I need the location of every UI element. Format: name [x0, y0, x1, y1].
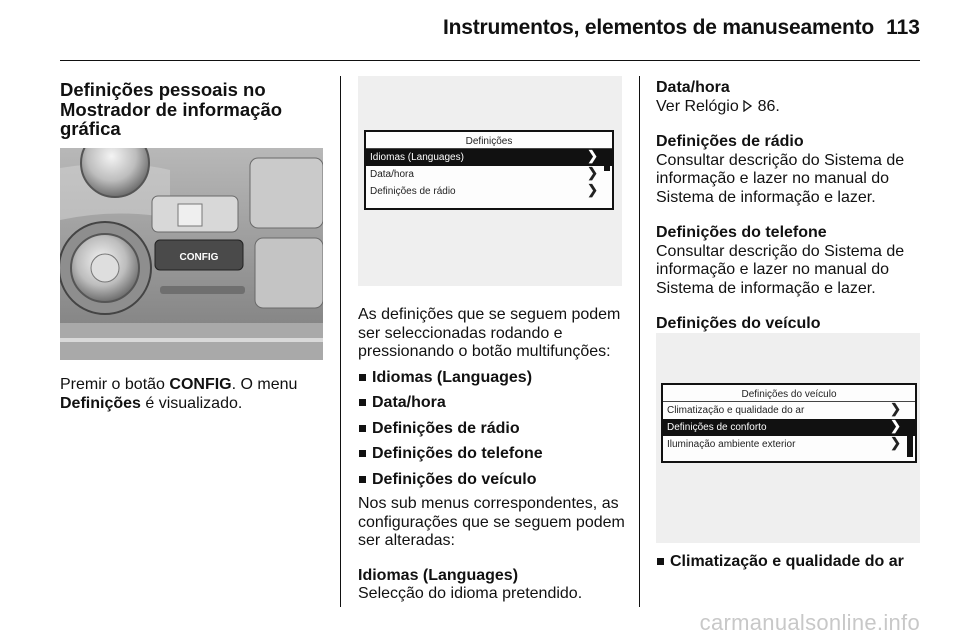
screen-item-label: Idiomas (Languages): [370, 152, 464, 163]
col2-content: [358, 306, 630, 604]
screen-title: Definições: [366, 132, 612, 149]
radio-heading: Definições de rádio: [656, 133, 804, 150]
date-paragraph: [656, 98, 928, 117]
list-item-label: Climatização e qualidade do ar: [670, 553, 904, 570]
text-run: 86.: [757, 97, 780, 115]
vehicle-heading: Definições do veículo: [656, 315, 821, 332]
screen-item-label: Definições de conforto: [667, 422, 767, 433]
intro-paragraph: As definições que se seguem podem ser seleccionadas rodando e pressionando o botão multifunções:: [358, 306, 621, 360]
column-divider-1: [340, 76, 341, 607]
menu-term: Definições: [60, 394, 141, 412]
radio-text: Consultar descrição do Sistema de informação e lazer no manual do Sistema de informação e lazer.: [656, 151, 905, 206]
list-item: [358, 471, 630, 490]
list-item: [358, 394, 630, 413]
submenu-paragraph: Nos sub menus correspondentes, as configurações que se seguem podem ser alteradas:: [358, 495, 625, 549]
screen-item-label: Climatização e qualidade do ar: [667, 405, 805, 416]
chevron-right-icon: ❯: [890, 401, 901, 416]
chevron-right-icon: ❯: [890, 418, 901, 433]
col3-bullets: [656, 549, 928, 572]
header-divider: [60, 60, 920, 61]
chevron-right-icon: ❯: [587, 148, 598, 163]
list-item-label: Definições do veículo: [372, 470, 537, 488]
languages-heading: Idiomas (Languages): [358, 566, 519, 584]
screen-title: Definições do veículo: [663, 385, 915, 402]
screen-item-label: Data/hora: [370, 169, 414, 180]
list-item: [358, 420, 630, 439]
date-heading: Data/hora: [656, 79, 730, 96]
list-item-label: Data/hora: [372, 394, 446, 411]
bullet-icon: [359, 450, 366, 457]
display-screen-settings: [364, 130, 614, 210]
bullet-icon: [657, 558, 664, 565]
list-item-label: Definições do telefone: [372, 445, 543, 462]
bullet-icon: [359, 425, 366, 432]
bullet-icon: [359, 399, 366, 406]
photo-config-label: CONFIG: [179, 252, 219, 263]
watermark: carmanualsonline.info: [699, 610, 920, 635]
languages-text: Selecção do idioma pretendido.: [358, 585, 583, 602]
screen-menu-item: [366, 149, 612, 166]
section-heading: Definições pessoais no Mostrador de informação gráfica: [60, 79, 283, 139]
list-item-label: Definições de rádio: [372, 419, 520, 437]
text-run: . O menu: [231, 376, 298, 393]
list-item: [358, 445, 630, 464]
column-divider-2: [639, 76, 640, 607]
display-screen-vehicle: [661, 383, 917, 463]
screen-menu-item: [366, 166, 612, 183]
screen-menu-item: [366, 183, 612, 200]
screen-menu-item: [663, 402, 915, 419]
screen-menu-item: [663, 419, 915, 436]
screen-menu-item: [663, 436, 915, 453]
chevron-right-icon: ❯: [587, 182, 598, 197]
phone-heading: Definições do telefone: [656, 224, 827, 241]
scrollbar-indicator: [907, 425, 913, 457]
list-item: [358, 369, 630, 388]
bullet-icon: [359, 476, 366, 483]
config-term: CONFIG: [169, 376, 232, 393]
bullet-icon: [359, 374, 366, 381]
phone-text: Consultar descrição do Sistema de informação e lazer no manual do Sistema de informação e lazer.: [656, 242, 905, 297]
col3-content: [656, 79, 928, 334]
config-button-photo: [60, 148, 323, 360]
screen-item-label: Iluminação ambiente exterior: [667, 439, 796, 450]
page-header-title: Instrumentos, elementos de manuseamento: [443, 16, 874, 39]
chevron-right-icon: ❯: [890, 435, 901, 450]
console-illustration: [60, 148, 323, 360]
chevron-right-icon: ❯: [587, 165, 598, 180]
page-reference-icon: [743, 100, 753, 112]
scrollbar-indicator: [604, 151, 610, 171]
text-run: Ver Relógio: [656, 97, 739, 115]
text-run: Premir o botão: [60, 376, 170, 393]
list-item: [656, 553, 928, 572]
page-number: 113: [886, 16, 920, 39]
col1-paragraph: [60, 376, 330, 413]
list-item-label: Idiomas (Languages): [372, 368, 533, 386]
screen-item-label: Definições de rádio: [370, 186, 456, 197]
text-run: é visualizado.: [140, 394, 243, 412]
